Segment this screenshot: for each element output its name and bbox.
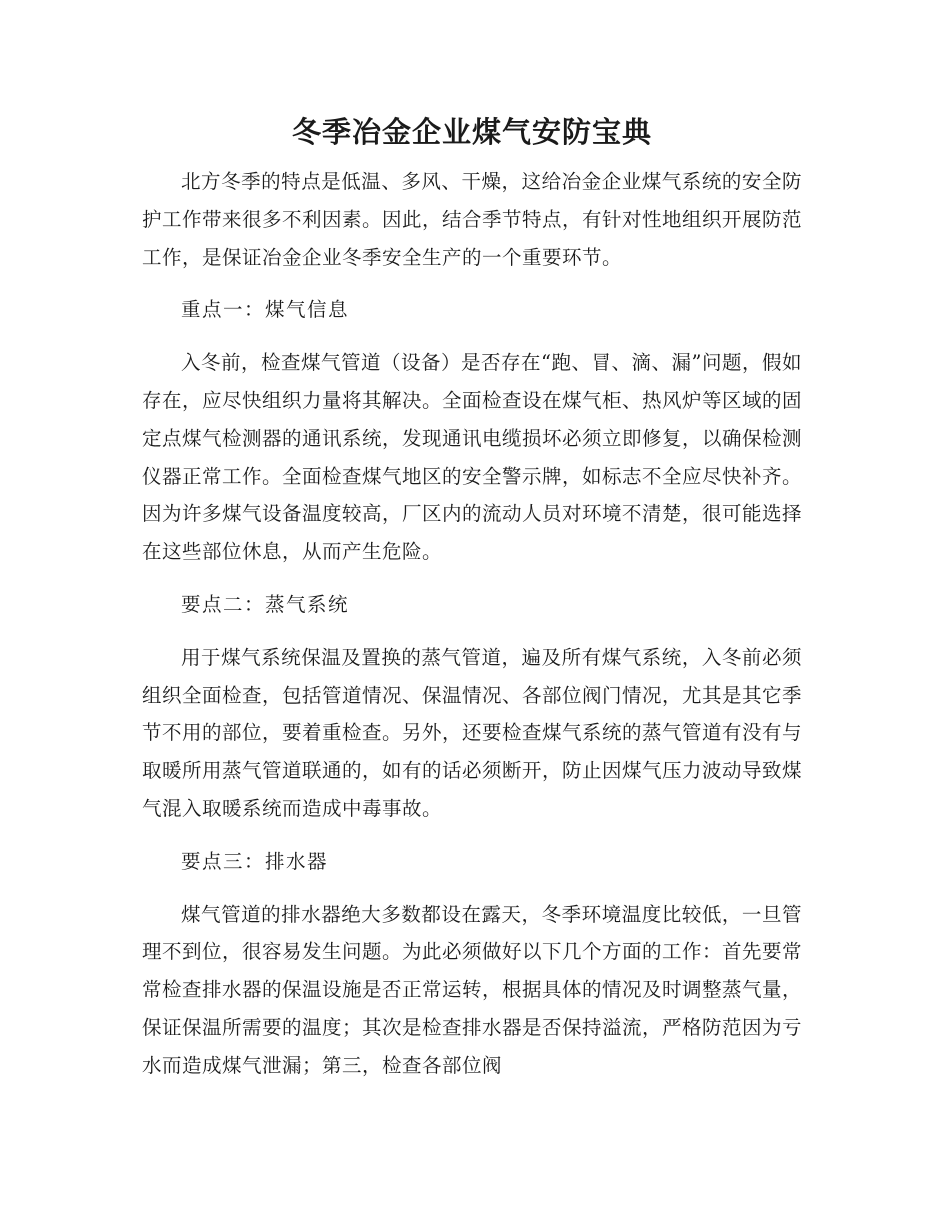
- section-heading-2: 要点二：蒸气系统: [181, 592, 350, 616]
- section-heading-1: 重点一：煤气信息: [181, 298, 350, 322]
- section-body-3: 煤气管道的排水器绝大多数都设在露天，冬季环境温度比较低，一旦管理不到位，很容易发生问题。为此必须做好以下几个方面的工作：首先要常常检查排水器的保温设施是否正常运转，根据具体的情况及时调整蒸气量，保证保温所需要的温度；其次是检查排水器是否保持溢流，严格防范因为亏水而造成煤气泄漏；第三，检查各部位阀: [142, 902, 803, 1077]
- document-title: 冬季冶金企业煤气安防宝典: [291, 115, 652, 149]
- section-heading-3: 要点三：排水器: [181, 849, 329, 873]
- intro-paragraph: 北方冬季的特点是低温、多风、干燥，这给冶金企业煤气系统的安全防护工作带来很多不利因素。因此，结合季节特点，有针对性地组织开展防范工作，是保证冶金企业冬季安全生产的一个重要环节。: [142, 170, 803, 269]
- section-body-1: 入冬前，检查煤气管道（设备）是否存在“跑、冒、滴、漏”问题，假如存在，应尽快组织力量将其解决。全面检查设在煤气柜、热风炉等区域的固定点煤气检测器的通讯系统，发现通讯电缆损坏必须立即修复，以确保检测仪器正常工作。全面检查煤气地区的安全警示牌，如标志不全应尽快补齐。因为许多煤气设备温度较高，厂区内的流动人员对环境不清楚，很可能选择在这些部位休息，从而产生危险。: [142, 351, 803, 564]
- section-body-2: 用于煤气系统保温及置换的蒸气管道，遍及所有煤气系统，入冬前必须组织全面检查，包括管道情况、保温情况、各部位阀门情况，尤其是其它季节不用的部位，要着重检查。另外，还要检查煤气系统的蒸气管道有没有与取暖所用蒸气管道联通的，如有的话必须断开，防止因煤气压力波动导致煤气混入取暖系统而造成中毒事故。: [142, 645, 803, 820]
- document-page: [142, 110, 802, 1085]
